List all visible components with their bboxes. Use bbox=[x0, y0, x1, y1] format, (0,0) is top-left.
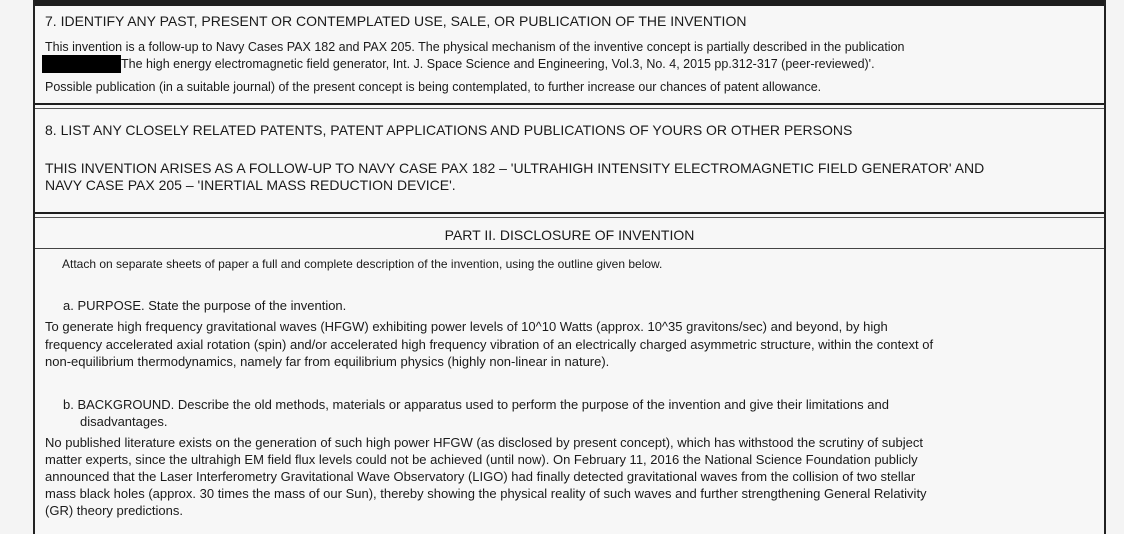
background-line-1: No published literature exists on the generation of such high power HFGW (as disclosed by present concept), which has withstood the scrutiny of subject bbox=[45, 435, 923, 450]
purpose-line-2: frequency accelerated axial rotation (spin) and/or accelerated high frequency vibration of an electrically charged asymmetric structure, within the context of bbox=[45, 337, 934, 352]
disclosure-form bbox=[33, 0, 1106, 534]
section-7-line-2: The high energy electromagnetic field generator, Int. J. Space Science and Engineering, Vol.3, No. 4, 2015 pp.312-317 (peer-reviewed)'. bbox=[121, 57, 875, 71]
part-2-instructions: Attach on separate sheets of paper a full and complete description of the invention, using the outline given below. bbox=[62, 257, 663, 271]
divider-8-part2-thin bbox=[35, 217, 1104, 218]
background-line-2: matter experts, since the ultrahigh EM field flux levels could not be achieved (until now). On February 11, 2016 the National Science Foundation publicly bbox=[45, 452, 918, 467]
divider-8-part2 bbox=[35, 212, 1104, 214]
part-2-title-underline bbox=[35, 248, 1104, 249]
section-8-line-1: THIS INVENTION ARISES AS A FOLLOW-UP TO NAVY CASE PAX 182 – 'ULTRAHIGH INTENSITY ELECTROMAGNETIC FIELD GENERATOR' AND bbox=[45, 160, 985, 176]
divider-7-8 bbox=[35, 103, 1104, 105]
section-7-line-1: This invention is a follow-up to Navy Cases PAX 182 and PAX 205. The physical mechanism of the inventive concept is partially described in the publication bbox=[45, 40, 905, 54]
section-7-heading: 7. IDENTIFY ANY PAST, PRESENT OR CONTEMPLATED USE, SALE, OR PUBLICATION OF THE INVENTION bbox=[45, 13, 747, 29]
background-line-4: mass black holes (approx. 30 times the mass of our Sun), thereby showing the physical reality of such waves and further strengthening General Relativity bbox=[45, 486, 927, 501]
section-8-heading: 8. LIST ANY CLOSELY RELATED PATENTS, PATENT APPLICATIONS AND PUBLICATIONS OF YOURS OR OTHER PERSONS bbox=[45, 122, 853, 138]
redaction-block bbox=[42, 55, 121, 73]
background-heading-line-2: disadvantages. bbox=[80, 414, 168, 429]
section-8-line-2: NAVY CASE PAX 205 – 'INERTIAL MASS REDUCTION DEVICE'. bbox=[45, 177, 456, 193]
purpose-line-3: non-equilibrium thermodynamics, namely far from equilibrium physics (highly non-linear in nature). bbox=[45, 354, 610, 369]
background-line-5: (GR) theory predictions. bbox=[45, 503, 183, 518]
purpose-heading: a. PURPOSE. State the purpose of the invention. bbox=[63, 298, 347, 313]
divider-7-8-thin bbox=[35, 108, 1104, 109]
section-7-line-3: Possible publication (in a suitable journal) of the present concept is being contemplated, to further increase our chances of patent allowance. bbox=[45, 80, 822, 94]
background-heading-line-1: b. BACKGROUND. Describe the old methods, materials or apparatus used to perform the purpose of the invention and give their limitations and bbox=[63, 397, 889, 412]
purpose-line-1: To generate high frequency gravitational waves (HFGW) exhibiting power levels of 10^10 Watts (approx. 10^35 gravitons/sec) and beyond, by high bbox=[45, 319, 888, 334]
top-border bbox=[35, 0, 1104, 6]
part-2-title: PART II. DISCLOSURE OF INVENTION bbox=[444, 227, 695, 243]
background-line-3: announced that the Laser Interferometry Gravitational Wave Observatory (LIGO) had finally detected gravitational waves from the collision of two stellar bbox=[45, 469, 916, 484]
